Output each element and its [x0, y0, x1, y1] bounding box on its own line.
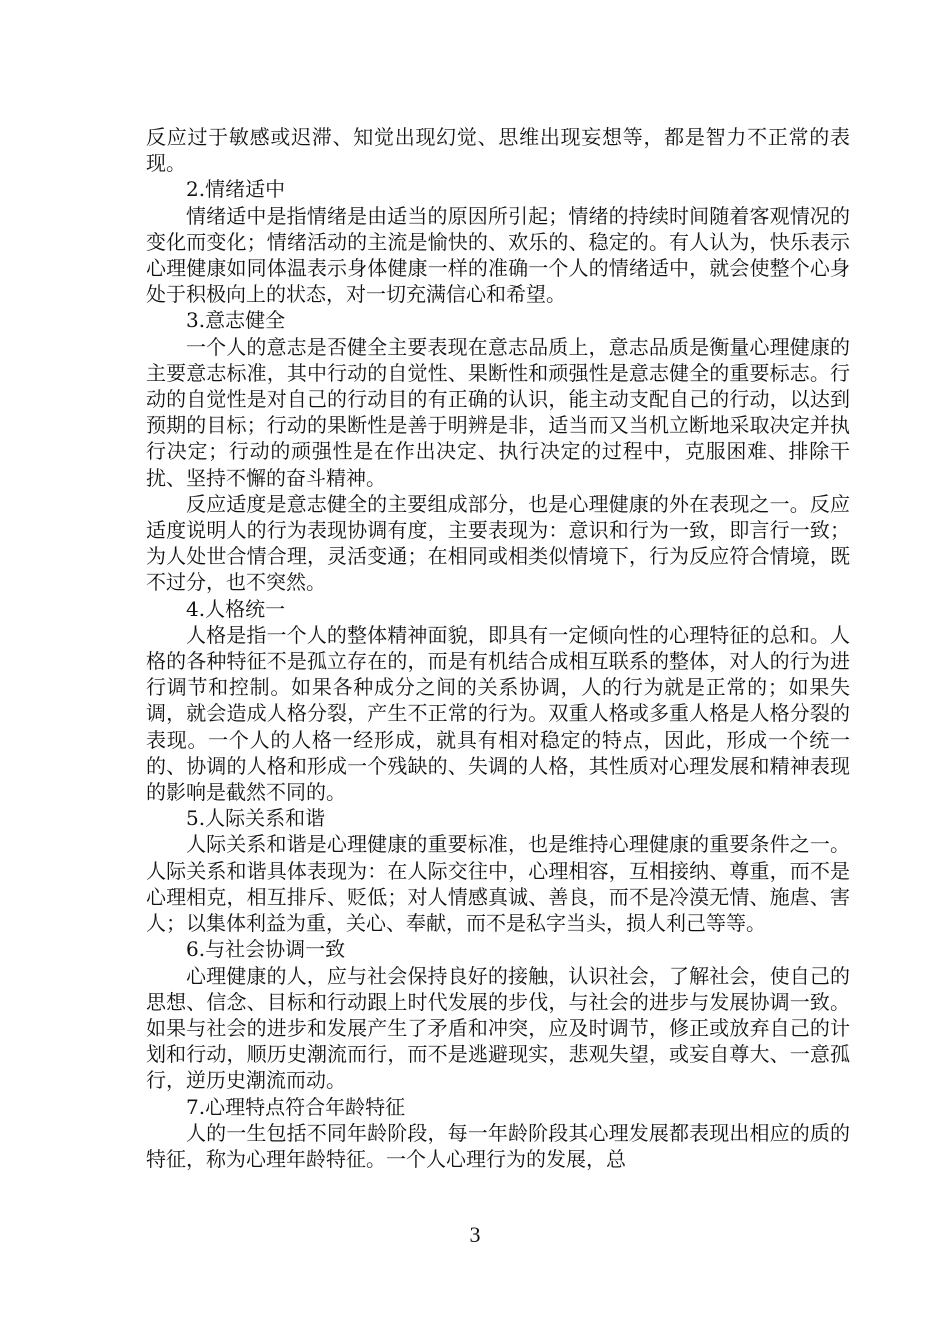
page-number: 3	[469, 1222, 481, 1247]
section-heading-society: 6.与社会协调一致	[186, 937, 346, 962]
section-heading-will: 3.意志健全	[186, 308, 286, 333]
paragraph-age: 人的一生包括不同年龄阶段，每一年龄阶段其心理发展都表现出相应的质的特征，称为心理年龄特征。一个人心理行为的发展，总	[146, 1120, 850, 1171]
paragraph-personality: 人格是指一个人的整体精神面貌，即具有一定倾向性的心理特征的总和。人格的各种特征不是孤立存在的，而是有机结合成相互联系的整体，对人的行为进行调节和控制。如果各种成分之间的关系协调，人的行为就是正常的；如果失调，就会造成人格分裂，产生不正常的行为。双重人格或多重人格是人格分裂的表现。一个人的人格一经形成，就具有相对稳定的特点，因此，形成一个统一的、协调的人格和形成一个残缺的、失调的人格，其性质对心理发展和精神表现的影响是截然不同的。	[146, 622, 850, 805]
paragraph-society: 心理健康的人，应与社会保持良好的接触，认识社会，了解社会，使自己的思想、信念、目标和行动跟上时代发展的步伐，与社会的进步与发展协调一致。如果与社会的进步和发展产生了矛盾和冲突，应及时调节，修正或放弃自己的计划和行动，顺历史潮流而行，而不是逃避现实，悲观失望，或妄自尊大、一意孤行，逆历史潮流而动。	[146, 963, 850, 1093]
paragraph-will: 一个人的意志是否健全主要表现在意志品质上，意志品质是衡量心理健康的主要意志标准，其中行动的自觉性、果断性和顽强性是意志健全的重要标志。行动的自觉性是对自己的行动目的有正确的认识，能主动支配自己的行动，以达到预期的目标；行动的果断性是善于明辨是非，适当而又当机立断地采取决定并执行决定；行动的顽强性是在作出决定、执行决定的过程中，克服困难、排除干扰、坚持不懈的奋斗精神。	[146, 334, 850, 490]
document-body	[146, 124, 850, 1172]
paragraph-relationships: 人际关系和谐是心理健康的重要标准，也是维持心理健康的重要条件之一。人际关系和谐具体表现为：在人际交往中，心理相容，互相接纳、尊重，而不是心理相克，相互排斥、贬低；对人情感真诚、善良，而不是冷漠无情、施虐、害人；以集体利益为重，关心、奉献，而不是私字当头，损人利己等等。	[146, 832, 850, 936]
paragraph-emotion: 情绪适中是指情绪是由适当的原因所引起；情绪的持续时间随着客观情况的变化而变化；情绪活动的主流是愉快的、欢乐的、稳定的。有人认为，快乐表示心理健康如同体温表示身体健康一样的准确一个人的情绪适中，就会使整个心身处于积极向上的状态，对一切充满信心和希望。	[146, 203, 850, 307]
section-heading-personality: 4.人格统一	[186, 596, 286, 621]
section-heading-relationships: 5.人际关系和谐	[186, 806, 326, 831]
section-heading-age: 7.心理特点符合年龄特征	[186, 1094, 406, 1119]
section-heading-emotion: 2.情绪适中	[186, 177, 286, 202]
paragraph-reaction: 反应适度是意志健全的主要组成部分，也是心理健康的外在表现之一。反应适度说明人的行为表现协调有度，主要表现为：意识和行为一致，即言行一致；为人处世合情合理，灵活变通；在相同或相类似情境下，行为反应符合情境，既不过分，也不突然。	[146, 491, 850, 595]
paragraph-continued: 反应过于敏感或迟滞、知觉出现幻觉、思维出现妄想等，都是智力不正常的表现。	[146, 125, 850, 176]
